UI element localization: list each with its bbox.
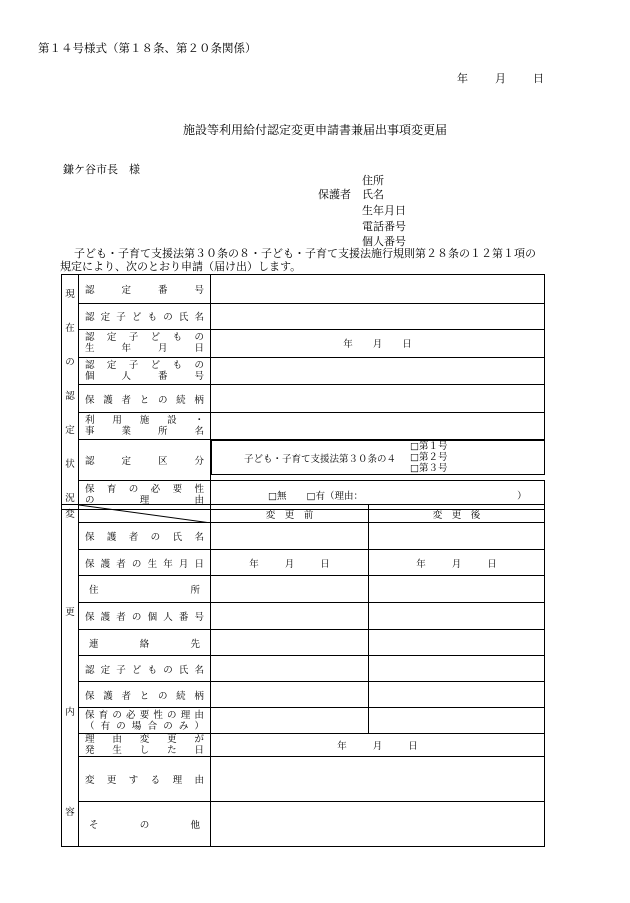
child-name-field[interactable] bbox=[211, 303, 545, 330]
before-change-header: 変 更 前 bbox=[211, 505, 369, 523]
label-text: 認 定 番 号 bbox=[85, 284, 204, 296]
guardian-id-row-label bbox=[79, 603, 211, 630]
document-title: 施設等利用給付認定変更申請書兼届出事項変更届 bbox=[182, 123, 447, 137]
current-status-side-label: 現 在 の 認 定 状 況 bbox=[62, 275, 79, 510]
address-after[interactable] bbox=[369, 576, 545, 603]
label-text: 保 護 者 と の 続 柄 bbox=[85, 394, 204, 406]
necessity-row-label bbox=[79, 708, 211, 734]
guardian-birthdate-label: 生年月日 bbox=[362, 204, 406, 217]
guardian-name-row-label bbox=[79, 523, 211, 550]
guardian-name-label: 氏名 bbox=[362, 188, 384, 201]
label-text: 認 定 子 ど も の bbox=[85, 360, 204, 372]
label-text: 認 定 子 ど も の 氏 名 bbox=[85, 664, 204, 676]
date-month: 月 bbox=[495, 72, 506, 85]
relationship-label bbox=[79, 385, 211, 413]
label-text: 保 護 者 と の 続 柄 bbox=[85, 690, 204, 702]
label-text: 保 育 の 必 要 性 bbox=[85, 484, 204, 496]
change-details-table bbox=[61, 504, 545, 847]
intro-text bbox=[60, 247, 543, 273]
child-name-row-label bbox=[79, 656, 211, 682]
label-text: 保 護 者 の 生 年 月 日 bbox=[85, 558, 204, 570]
guardian-label: 保護者 bbox=[318, 188, 351, 201]
guardian-birthdate-row-label bbox=[79, 550, 211, 576]
necessity-after[interactable] bbox=[369, 708, 545, 734]
guardian-id-after[interactable] bbox=[369, 603, 545, 630]
child-birthdate-label bbox=[79, 330, 211, 358]
child-id-number-label bbox=[79, 357, 211, 385]
change-date-field[interactable]: 年 月 日 bbox=[211, 734, 545, 757]
change-details-side-label: 変 更 内 容 bbox=[62, 505, 79, 847]
guardian-birthdate-after[interactable]: 年 月 日 bbox=[369, 550, 545, 576]
intro-line-1: 子ども・子育て支援法第３０条の８・子ども・子育て支援法施行規則第２８条の１２第１項の bbox=[74, 247, 536, 260]
cert-category-label bbox=[79, 440, 211, 481]
date-year: 年 bbox=[457, 72, 468, 85]
label-text: そ の 他 bbox=[89, 820, 200, 831]
cert-number-label bbox=[79, 275, 211, 304]
form-number-label: 第１４号様式（第１８条、第２０条関係） bbox=[38, 41, 257, 55]
relationship-after[interactable] bbox=[369, 682, 545, 708]
label-text: 保 護 者 の 氏 名 bbox=[85, 532, 204, 543]
label-text: 保 護 者 の 個 人 番 号 bbox=[85, 612, 204, 623]
label-text: 住 所 bbox=[89, 585, 200, 596]
label-text: 個 人 番 号 bbox=[85, 371, 204, 383]
category-option-2[interactable]: □第２号 bbox=[410, 452, 448, 464]
guardian-phone-label: 電話番号 bbox=[362, 220, 406, 233]
child-name-after[interactable] bbox=[369, 656, 545, 682]
contact-before[interactable] bbox=[211, 630, 369, 656]
child-birthdate-field[interactable]: 年 月 日 bbox=[211, 330, 545, 358]
contact-after[interactable] bbox=[369, 630, 545, 656]
label-text: 認 定 子 ど も の bbox=[85, 332, 204, 344]
date-day: 日 bbox=[533, 72, 544, 85]
category-option-3[interactable]: □第３号 bbox=[410, 463, 448, 475]
relationship-row-label bbox=[79, 682, 211, 708]
other-row-label bbox=[79, 802, 211, 847]
label-text: 認 定 子 ど も の 氏 名 bbox=[85, 312, 204, 324]
address-before[interactable] bbox=[211, 576, 369, 603]
header-diagonal-cell bbox=[79, 505, 211, 523]
label-text: （ 有 の 場 合 の み ） bbox=[85, 720, 204, 732]
label-text: 変 更 す る 理 由 bbox=[85, 775, 204, 786]
cert-number-field[interactable] bbox=[211, 275, 545, 304]
relationship-before[interactable] bbox=[211, 682, 369, 708]
addressee: 鎌ケ谷市長 様 bbox=[63, 163, 140, 176]
category-option-1[interactable]: □第１号 bbox=[410, 441, 448, 453]
facility-name-field[interactable] bbox=[211, 412, 545, 440]
label-text: 利 用 施 設 ・ bbox=[85, 415, 204, 427]
guardian-id-before[interactable] bbox=[211, 603, 369, 630]
guardian-name-after[interactable] bbox=[369, 523, 545, 550]
necessity-none-checkbox[interactable]: □無 bbox=[268, 491, 287, 503]
label-text: 理 由 変 更 が bbox=[85, 734, 204, 745]
diagonal-line bbox=[79, 505, 211, 523]
child-name-label bbox=[79, 303, 211, 330]
guardian-birthdate-before[interactable]: 年 月 日 bbox=[211, 550, 369, 576]
label-text: 事 業 所 名 bbox=[85, 426, 204, 438]
current-status-table bbox=[61, 274, 545, 510]
submission-date bbox=[457, 70, 544, 86]
relationship-field[interactable] bbox=[211, 385, 545, 413]
necessity-before[interactable] bbox=[211, 708, 369, 734]
change-reason-row-label bbox=[79, 757, 211, 802]
guardian-address-label: 住所 bbox=[362, 174, 384, 187]
address-row-label bbox=[79, 576, 211, 603]
necessity-yes-checkbox[interactable]: □有（理由： bbox=[306, 491, 364, 503]
change-reason-field[interactable] bbox=[211, 757, 545, 802]
label-text: 生 年 月 日 bbox=[85, 343, 204, 355]
after-change-header: 変 更 後 bbox=[369, 505, 545, 523]
guardian-name-before[interactable] bbox=[211, 523, 369, 550]
child-name-before[interactable] bbox=[211, 656, 369, 682]
label-text: 連 絡 先 bbox=[89, 638, 200, 650]
cert-category-field bbox=[211, 440, 545, 475]
label-text: 認 定 区 分 bbox=[85, 456, 204, 468]
child-id-number-field[interactable] bbox=[211, 357, 545, 385]
necessity-close-paren: ） bbox=[517, 491, 527, 503]
intro-line-2: 規定により、次のとおり申請（届け出）します。 bbox=[60, 260, 302, 273]
label-text: 発 生 し た 日 bbox=[85, 745, 204, 756]
label-text: 保 育 の 必 要 性 の 理 由 bbox=[85, 709, 204, 721]
contact-row-label bbox=[79, 630, 211, 656]
label-text: の 理 由 bbox=[85, 495, 204, 507]
facility-name-label bbox=[79, 412, 211, 440]
other-field[interactable] bbox=[211, 802, 545, 847]
cert-category-law-text: 子ども・子育て支援法第３０条の４ bbox=[244, 453, 397, 465]
guardian-id-number-label: 個人番号 bbox=[362, 235, 406, 248]
change-date-row-label bbox=[79, 734, 211, 757]
